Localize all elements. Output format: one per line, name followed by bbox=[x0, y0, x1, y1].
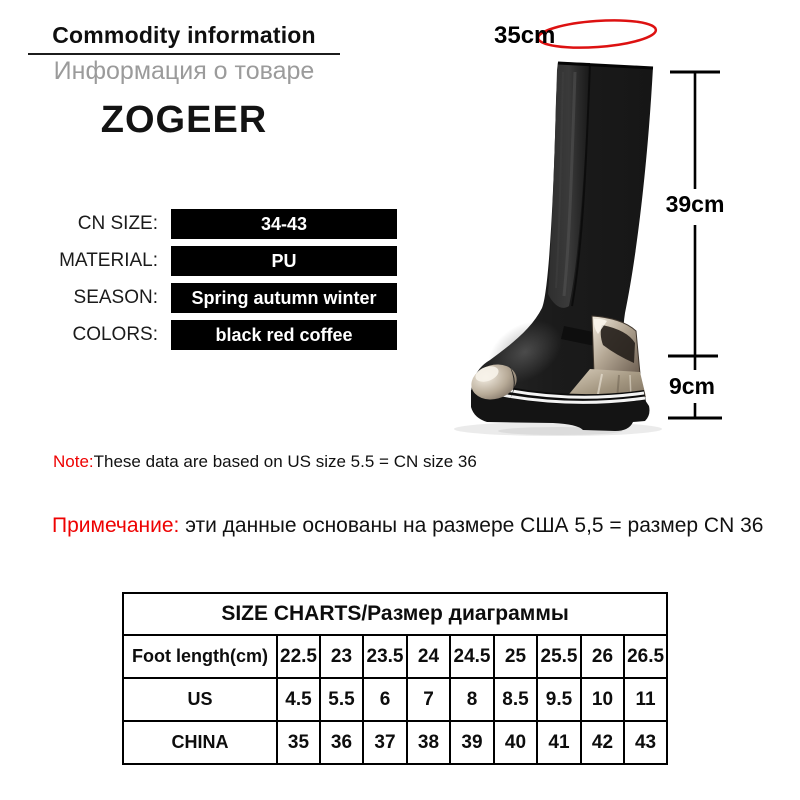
note-prefix: Note: bbox=[53, 452, 94, 471]
spec-list bbox=[0, 209, 397, 357]
spec-value: black red coffee bbox=[171, 320, 397, 350]
note-text: These data are based on US size 5.5 = CN size 36 bbox=[93, 452, 477, 471]
page-title: Commodity information bbox=[52, 22, 316, 48]
size-cell: 35 bbox=[277, 721, 320, 764]
size-cell: 37 bbox=[363, 721, 407, 764]
size-cell: 24 bbox=[407, 635, 450, 678]
note-text-russian: эти данные основаны на размере США 5,5 = размер CN 36 bbox=[179, 514, 764, 537]
size-cell: 38 bbox=[407, 721, 450, 764]
size-cell: 5.5 bbox=[320, 678, 363, 721]
note-english bbox=[53, 452, 477, 472]
spec-row-cn-size bbox=[0, 209, 397, 239]
size-cell: 25 bbox=[494, 635, 537, 678]
heel-height-label: 9cm bbox=[668, 373, 716, 399]
page-title-russian: Информация о товаре bbox=[53, 57, 315, 85]
size-chart-header-row bbox=[123, 593, 667, 635]
shaft-height-label: 39cm bbox=[665, 191, 725, 217]
spec-row-colors bbox=[0, 320, 397, 350]
brand-name: ZOGEER bbox=[100, 99, 268, 141]
size-cell: 42 bbox=[581, 721, 624, 764]
size-cell: 36 bbox=[320, 721, 363, 764]
size-cell: 6 bbox=[363, 678, 407, 721]
table-row-foot-length bbox=[123, 635, 667, 678]
size-cell: 26.5 bbox=[624, 635, 667, 678]
size-cell: 41 bbox=[537, 721, 581, 764]
note-russian bbox=[52, 514, 763, 538]
size-cell: 10 bbox=[581, 678, 624, 721]
spec-label: COLORS: bbox=[72, 324, 158, 345]
boot-product-photo bbox=[430, 0, 800, 445]
note-prefix-russian: Примечание: bbox=[52, 514, 180, 537]
spec-label: MATERIAL: bbox=[59, 250, 158, 271]
spec-value: PU bbox=[171, 246, 397, 276]
spec-value: Spring autumn winter bbox=[171, 283, 397, 313]
spec-label: SEASON: bbox=[73, 287, 158, 308]
size-cell: 40 bbox=[494, 721, 537, 764]
size-cell: 8 bbox=[450, 678, 494, 721]
spec-label: CN SIZE: bbox=[77, 213, 158, 234]
circumference-label: 35cm bbox=[494, 22, 556, 49]
size-chart-title: SIZE CHARTS/Размер диаграммы bbox=[123, 593, 667, 635]
size-cell: 22.5 bbox=[277, 635, 320, 678]
row-label: US bbox=[123, 678, 277, 721]
measurement-annotations bbox=[668, 72, 722, 418]
size-cell: 11 bbox=[624, 678, 667, 721]
size-cell: 7 bbox=[407, 678, 450, 721]
title-underline bbox=[28, 53, 340, 55]
row-label: Foot length(cm) bbox=[123, 635, 277, 678]
row-label: CHINA bbox=[123, 721, 277, 764]
size-cell: 24.5 bbox=[450, 635, 494, 678]
size-cell: 39 bbox=[450, 721, 494, 764]
size-cell: 4.5 bbox=[277, 678, 320, 721]
size-chart-table bbox=[122, 592, 668, 765]
size-cell: 43 bbox=[624, 721, 667, 764]
table-row-china bbox=[123, 721, 667, 764]
spec-value: 34-43 bbox=[171, 209, 397, 239]
table-row-us bbox=[123, 678, 667, 721]
size-cell: 23.5 bbox=[363, 635, 407, 678]
size-cell: 8.5 bbox=[494, 678, 537, 721]
size-cell: 25.5 bbox=[537, 635, 581, 678]
size-cell: 9.5 bbox=[537, 678, 581, 721]
spec-row-material bbox=[0, 246, 397, 276]
header bbox=[28, 22, 340, 142]
size-cell: 23 bbox=[320, 635, 363, 678]
boot-illustration bbox=[467, 62, 653, 431]
size-cell: 26 bbox=[581, 635, 624, 678]
spec-row-season bbox=[0, 283, 397, 313]
